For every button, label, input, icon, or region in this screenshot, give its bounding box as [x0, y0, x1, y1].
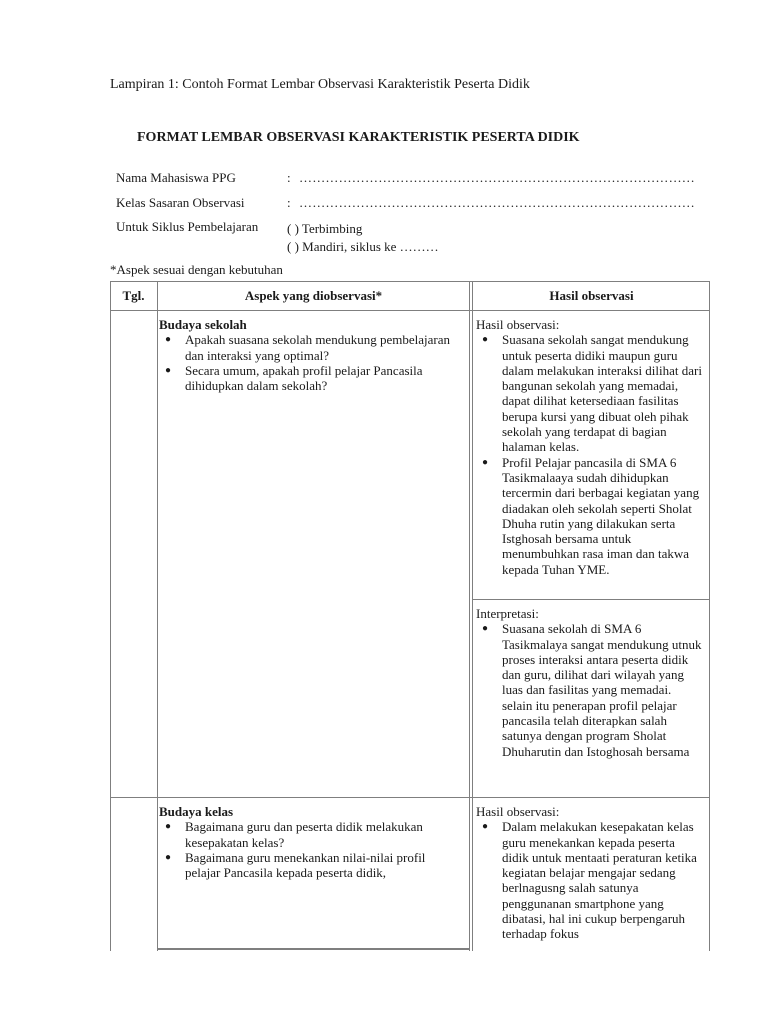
hasil-label: Hasil observasi:	[476, 804, 560, 819]
header-tgl: Tgl.	[122, 288, 145, 303]
aspect-item: ● Secara umum, apakah profil pelajar Pancasila dihidupkan dalam sekolah?	[159, 363, 455, 394]
interpretasi-cell	[476, 606, 704, 759]
aspect-note: *Aspek sesuai dengan kebutuhan	[110, 262, 283, 277]
kelas-sasaran-field[interactable]: ………………………………………………………………………………	[299, 195, 695, 210]
hasil-item: ● Profil Pelajar pancasila di SMA 6 Tasikmalaaya sudah dihidupkan tercermin dari berbagai kegiatan yang diadakan oleh sekolah seperti Sholat Dhuha rutin yang dilakukan serta Istghosah bersama untuk menumbuhkan rasa iman dan takwa kepada Tuhan YME.	[476, 455, 704, 577]
aspect-title: Budaya kelas	[159, 804, 234, 819]
header-hasil: Hasil observasi	[549, 288, 634, 303]
hasil-list	[476, 332, 704, 577]
header-divider	[110, 310, 710, 311]
aspect-item: ● Apakah suasana sekolah mendukung pembelajaran dan interaksi yang optimal?	[159, 332, 455, 363]
col-sep-1	[157, 281, 158, 951]
form-title: FORMAT LEMBAR OBSERVASI KARAKTERISTIK PESERTA DIDIK	[137, 130, 580, 145]
hasil-cell-budaya-kelas	[476, 804, 704, 942]
hasil-label: Hasil observasi:	[476, 317, 560, 332]
aspect-cell-budaya-sekolah	[159, 317, 455, 393]
aspect-bottom-border	[158, 948, 469, 950]
col-sep-2a	[469, 281, 470, 951]
table-border-right	[709, 281, 710, 951]
option-mandiri[interactable]: ( ) Mandiri, siklus ke ………	[287, 239, 439, 254]
header-aspek: Aspek yang diobservasi*	[244, 288, 383, 303]
hasil-item: ● Dalam melakukan kesepakatan kelas guru menekankan kepada peserta didik untuk mentaati peraturan ketika kegiatan belajar mengajar sedang berlnagusng salah satunya penggunanan smartphone yang dibatasi, hal ini cukup berpengaruh terhadap fokus	[476, 819, 704, 941]
col-sep-2b	[472, 281, 473, 951]
aspect-item: ● Bagaimana guru dan peserta didik melakukan kesepakatan kelas?	[159, 819, 455, 850]
hasil-item: ● Suasana sekolah sangat mendukung untuk peserta didiki maupun guru dalam melakukan interaksi dilihat dari bangunan sekolah yang memadai, dapat dilihat ketersediaan fasilitas berupa kursi yang dibuat oleh pihak sekolah yang terdapat di bagian halaman kelas.	[476, 332, 704, 454]
interpretasi-divider	[472, 599, 710, 600]
siklus-label: Untuk Siklus Pembelajaran	[116, 219, 259, 234]
interpretasi-list	[476, 621, 704, 759]
aspect-title: Budaya sekolah	[159, 317, 247, 332]
nama-mahasiswa-label: Nama Mahasiswa PPG	[116, 170, 236, 185]
interpretasi-item: ● Suasana sekolah di SMA 6 Tasikmalaya sangat mendukung utnuk proses interaksi antara peserta didik dan guru, dilihat dari wilayah yang luas dan fasilitas yang memadai. selain itu penerapan profil pelajar pancasila telah diterapkan salah satunya dengan program Sholat Dhuharutin dan Istoghosah bersama	[476, 621, 704, 759]
row-divider	[110, 797, 710, 798]
aspect-cell-budaya-kelas	[159, 804, 455, 880]
table-border-top	[110, 281, 710, 282]
aspect-list	[159, 819, 455, 880]
aspect-list	[159, 332, 455, 393]
kelas-sasaran-label: Kelas Sasaran Observasi	[116, 195, 245, 210]
hasil-list	[476, 819, 704, 941]
kelas-colon: :	[287, 195, 291, 210]
aspect-item: ● Bagaimana guru menekankan nilai-nilai profil pelajar Pancasila kepada peserta didik,	[159, 850, 455, 881]
nama-colon: :	[287, 170, 291, 185]
hasil-cell-budaya-sekolah	[476, 317, 704, 577]
nama-mahasiswa-field[interactable]: ………………………………………………………………………………	[299, 170, 695, 185]
appendix-caption: Lampiran 1: Contoh Format Lembar Observasi Karakteristik Peserta Didik	[110, 77, 530, 92]
option-terbimbing[interactable]: ( ) Terbimbing	[287, 221, 363, 236]
interpretasi-label: Interpretasi:	[476, 606, 539, 621]
table-border-left	[110, 281, 111, 951]
